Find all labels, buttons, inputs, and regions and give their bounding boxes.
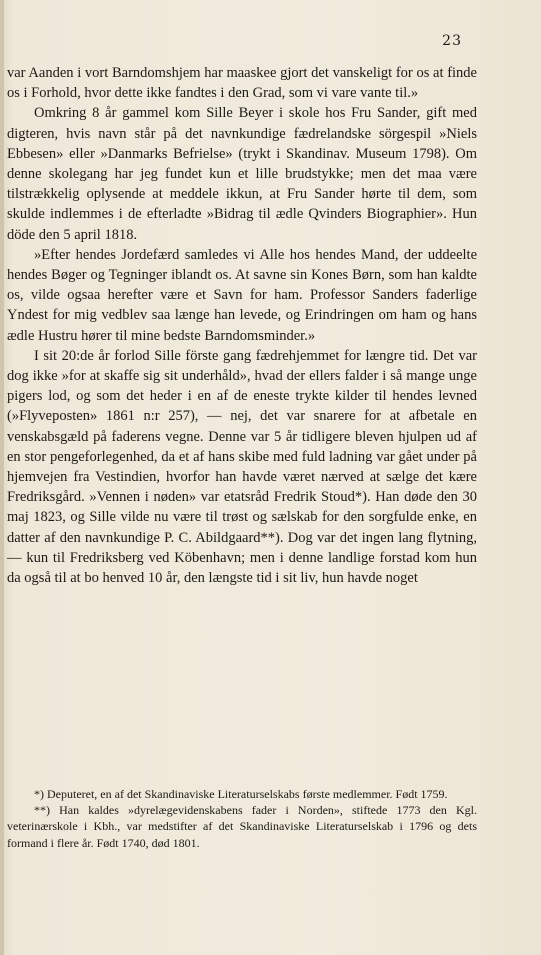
paragraph: var Aanden i vort Barndomshjem har maaskee gjort det vanskeligt for os at finde os i Forhold, hvor dette ikke fandtes i den Grad, som vi vare vante til.» bbox=[7, 65, 477, 102]
paragraph: Omkring 8 år gammel kom Sille Beyer i skole hos Fru Sander, gift med digteren, hvis navn står på det navnkundige fædrelandske sörgespil »Niels Ebbesen» eller »Danmarks Befrielse» (trykt i Skandinav. Museum 1798). Om denne skolegang har jeg fundet kun et lille brudstykke; men det maa være tilstrækkelig oplysende at meddele ikkun, at Fru Sander hørte til dem, som skulde indlemmes i de efterladte »Bidrag til ædle Qvinders Biographier». Hun döde den 5 april 1818. bbox=[7, 105, 477, 243]
footnotes bbox=[7, 786, 477, 851]
paragraph: »Efter hendes Jordefærd samledes vi Alle hos hendes Mand, der uddeelte hendes Bøger og Tegninger iblandt os. At savne sin Kones Børn, som han kaldte os, vilde ogsaa herefter være et Savn for ham. Professor Sanders faderlige Yndest for mig vedblev saa længe han levede, og Erindringen om ham og hans ædle Hustru hører til mine bedste Barndomsminder.» bbox=[7, 246, 477, 344]
page-number: 23 bbox=[442, 33, 462, 49]
page-edge bbox=[0, 0, 4, 955]
footnote: *) Deputeret, en af det Skandinaviske Literaturselskabs første medlemmer. Født 1759. bbox=[34, 787, 448, 801]
body-text bbox=[7, 63, 477, 588]
footnote: **) Han kaldes »dyrelægevidenskabens fader i Norden», stiftede 1773 den Kgl. veterinærskole i Kbh., var medstifter af det Skandinaviske Literaturselskab i 1796 og dets formand i flere år. Født 1740, død 1801. bbox=[7, 803, 477, 850]
paragraph: I sit 20:de år forlod Sille förste gang fædrehjemmet for længre tid. Det var dog ikke »for at skaffe sig sit underhåld», hvad der ellers falder i så mange unge pigers lod, og som det heder i en af de eneste trykte kilder til hendes levned (»Flyveposten» 1861 n:r 257), — nej, det var snarere for at afbetale en venskabsgæld på faderens vegne. Denne var 5 år tidligere bleven hjulpen ud af en stor pengeforlegenhed, da et af hans skibe med fuld ladning var gået under på hjemvejen fra Vestindien, hvorfor han havde været nærved at sælge det kære Fredriksgård. »Vennen i nøden» var etatsråd Fredrik Stoud*). Han døde den 30 maj 1823, og Sille vilde nu være til trøst og sælskab for den sorgfulde enke, en datter af den navnkundige P. C. Abildgaard**). Dog var det ingen lang flytning, — kun til Fredriksberg ved Köbenhavn; men i denne landlige forstad kom hun da også til at bo henved 10 år, den længste tid i sit liv, hun havde noget bbox=[7, 347, 477, 587]
